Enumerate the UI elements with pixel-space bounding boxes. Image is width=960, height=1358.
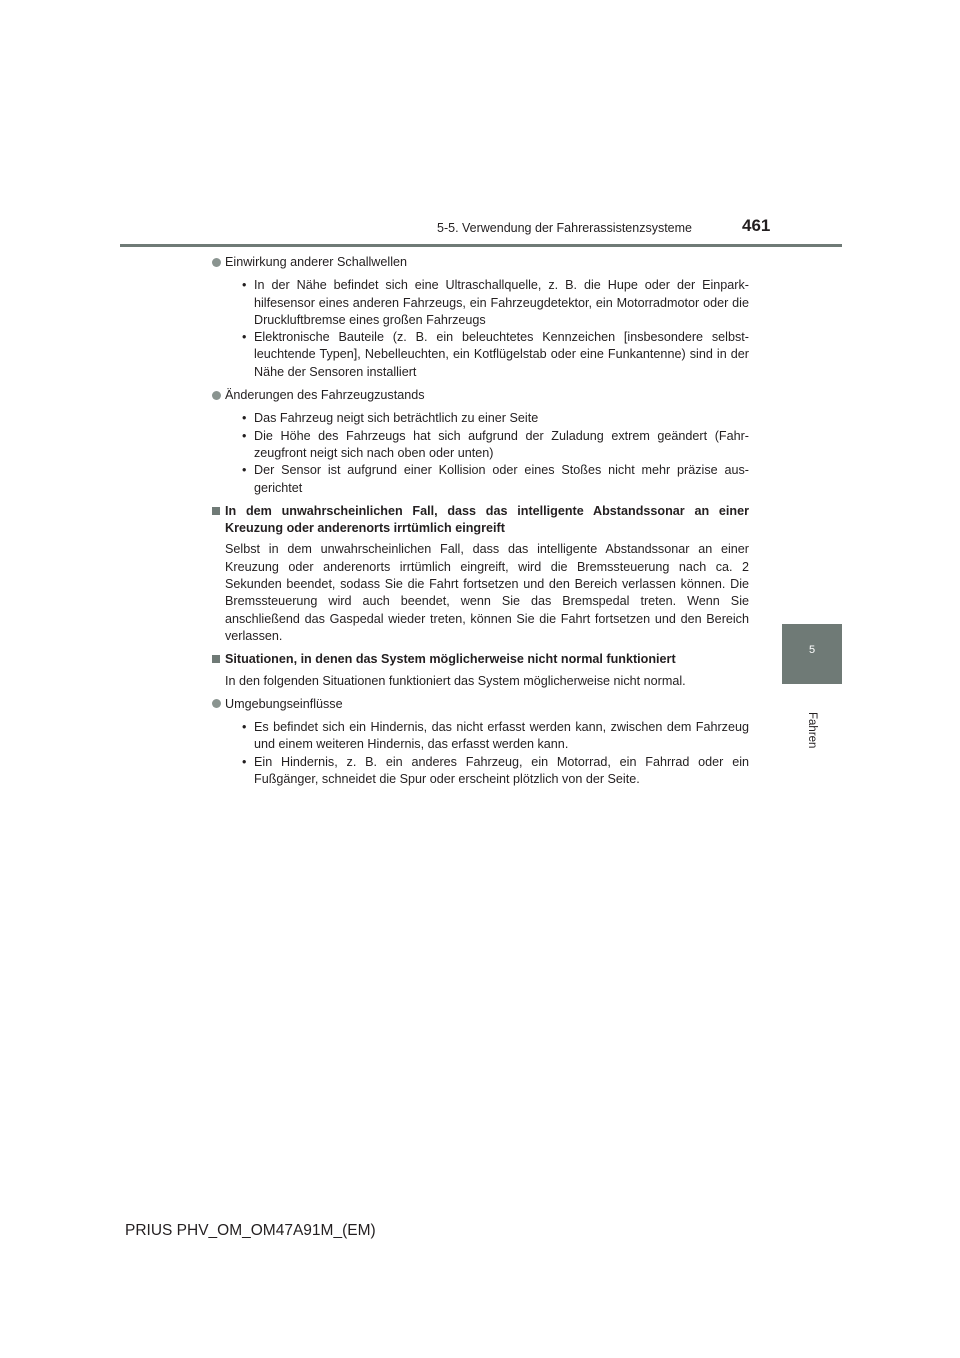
bullet-heading-text: Umgebungseinflüsse <box>225 696 343 711</box>
section-heading <box>212 651 749 668</box>
paragraph: In den folgenden Situationen funktioniert das System möglicherweise nicht normal. <box>225 673 686 688</box>
bullet-heading-text: Änderungen des Fahrzeugzustands <box>225 388 425 403</box>
bullet-heading <box>212 254 749 271</box>
chapter-tab-number: 5 <box>808 644 816 656</box>
header-divider <box>120 244 842 247</box>
square-bullet-icon <box>212 655 220 663</box>
list-item: • Das Fahrzeug neigt sich beträchtlich zu einer Seite <box>242 411 539 426</box>
header-section-title: 5-5. Verwendung der Fahrerassistenzsysteme <box>437 221 692 235</box>
list-item: • Die Höhe des Fahrzeugs hat sich aufgrund der Zuladung extrem geändert (Fahrzeugfront neigt sich nach oben oder unten) <box>242 428 749 460</box>
list-item: • Es befindet sich ein Hindernis, das nicht erfasst werden kann, zwischen dem Fahrzeug und einem weiteren Hindernis, das erfasst werden kann. <box>242 720 749 752</box>
page-number: 461 <box>742 216 771 235</box>
page-content <box>212 254 749 794</box>
paragraph: Selbst in dem unwahrscheinlichen Fall, dass das intelligente Abstandssonar an einer Kreuzung oder anderenorts irrtümlich eingreift, wird die Bremssteuerung nach ca. 2 Sekunden beendet, sodass Sie die Fahrt fortsetzen und den Bereich verlassen können. Die Bremssteuerung wird auch beendet, wenn Sie das Bremspedal treten. Wenn Sie anschließend das Gaspedal wieder treten, können Sie die Fahrt fortsetzen und den Bereich verlassen. <box>225 542 749 643</box>
chapter-tab <box>782 624 842 684</box>
list-item: • In der Nähe befindet sich eine Ultraschallquelle, z. B. die Hupe oder der Einparkhilfesensor eines anderen Fahrzeugs, ein Fahrzeugdetektor, ein Motorradmotor oder die Druckluftbremse eines großen Fahrzeugs <box>242 278 749 327</box>
circle-bullet-icon <box>212 699 221 708</box>
chapter-tab-label: Fahren <box>806 712 818 749</box>
bullet-heading-text: Einwirkung anderer Schallwellen <box>225 255 408 269</box>
square-bullet-icon <box>212 507 220 515</box>
section-heading-text: Situationen, in denen das System möglicherweise nicht normal funktioniert <box>225 652 676 667</box>
document-id-footer: PRIUS PHV_OM_OM47A91M_(EM) <box>125 1222 376 1239</box>
section-heading-text: In dem unwahrscheinlichen Fall, dass das intelligente Abstandssonar an einer Kreuzung oder anderenorts irrtümlich eingreift <box>225 503 749 536</box>
bullet-list <box>212 719 749 788</box>
bullet-list <box>212 410 749 496</box>
circle-bullet-icon <box>212 258 221 267</box>
bullet-heading <box>212 387 749 404</box>
list-item: • Elektronische Bauteile (z. B. ein beleuchtetes Kennzeichen [insbesondere selbstleuchtende Typen], Nebelleuchten, ein Kotflügelstab oder eine Funkantenne) sind in der Nähe der Sensoren installiert <box>242 330 749 379</box>
circle-bullet-icon <box>212 391 221 400</box>
list-item: • Der Sensor ist aufgrund einer Kollision oder eines Stoßes nicht mehr präzise ausgerichtet <box>242 463 749 495</box>
bullet-heading <box>212 696 749 713</box>
section-heading <box>212 503 749 538</box>
list-item: • Ein Hindernis, z. B. ein anderes Fahrzeug, ein Motorrad, ein Fahrrad oder ein Fußgänger, schneidet die Spur oder erscheint plötzlich von der Seite. <box>242 754 749 787</box>
bullet-list <box>212 277 749 381</box>
